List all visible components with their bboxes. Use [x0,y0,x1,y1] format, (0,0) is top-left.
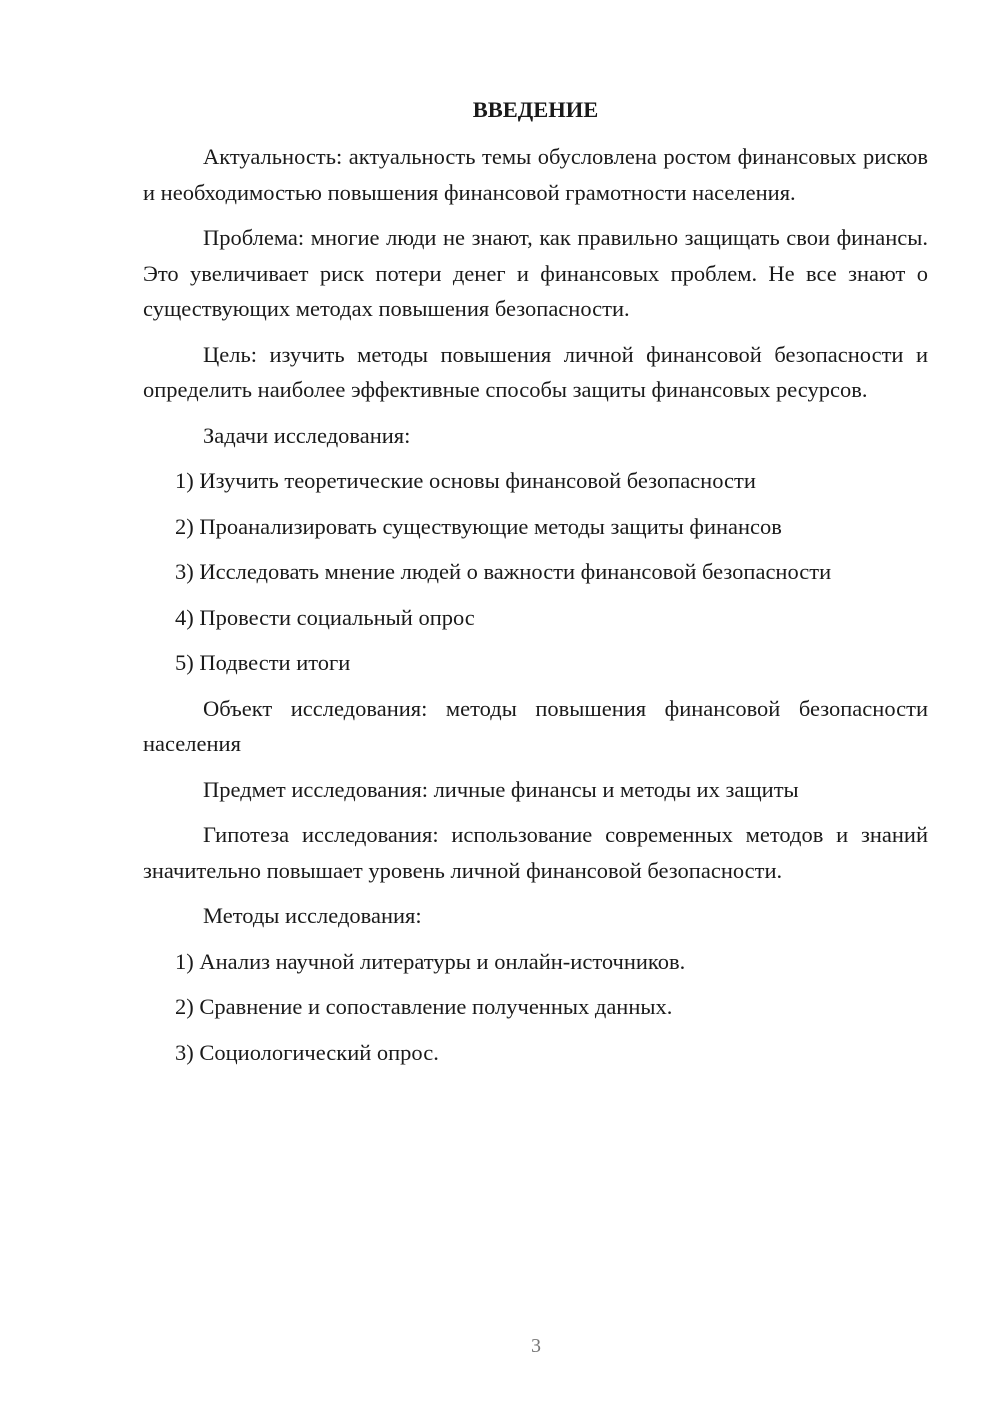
list-item: 1) Изучить теоретические основы финансовой безопасности [175,468,756,493]
list-item: 4) Провести социальный опрос [175,604,475,630]
list-item: 2) Сравнение и сопоставление полученных данных. [175,994,673,1019]
page-content [143,92,928,1070]
tasks-heading: Задачи исследования: [203,422,411,448]
methods-list [143,944,928,1071]
list-item: 3) Исследовать мнение людей о важности финансовой безопасности [175,559,832,584]
hypothesis-paragraph: Гипотеза исследования: использование современных методов и знаний значительно повышает уровень личной финансовой безопасности. [143,822,928,883]
methods-heading: Методы исследования: [203,903,422,928]
page-number: 3 [531,1335,541,1357]
list-item: 2) Проанализировать существующие методы защиты финансов [175,513,782,539]
subject-paragraph: Предмет исследования: личные финансы и методы их защиты [203,776,799,802]
relevance-paragraph: Актуальность: актуальность темы обусловлена ростом финансовых рисков и необходимостью повышения финансовой грамотности населения. [143,144,928,205]
goal-paragraph: Цель: изучить методы повышения личной финансовой безопасности и определить наиболее эффективные способы защиты финансовых ресурсов. [143,341,928,402]
list-item: 3) Социологический опрос. [175,1039,439,1065]
tasks-list [143,463,928,681]
page-title: ВВЕДЕНИЕ [472,97,599,122]
list-item: 1) Анализ научной литературы и онлайн-источников. [175,948,686,974]
list-item: 5) Подвести итоги [175,650,351,675]
object-paragraph: Объект исследования: методы повышения финансовой безопасности населения [143,695,928,756]
problem-paragraph: Проблема: многие люди не знают, как правильно защищать свои финансы. Это увеличивает риск потери денег и финансовых проблем. Не все знают о существующих методах повышения безопасности. [143,225,928,321]
